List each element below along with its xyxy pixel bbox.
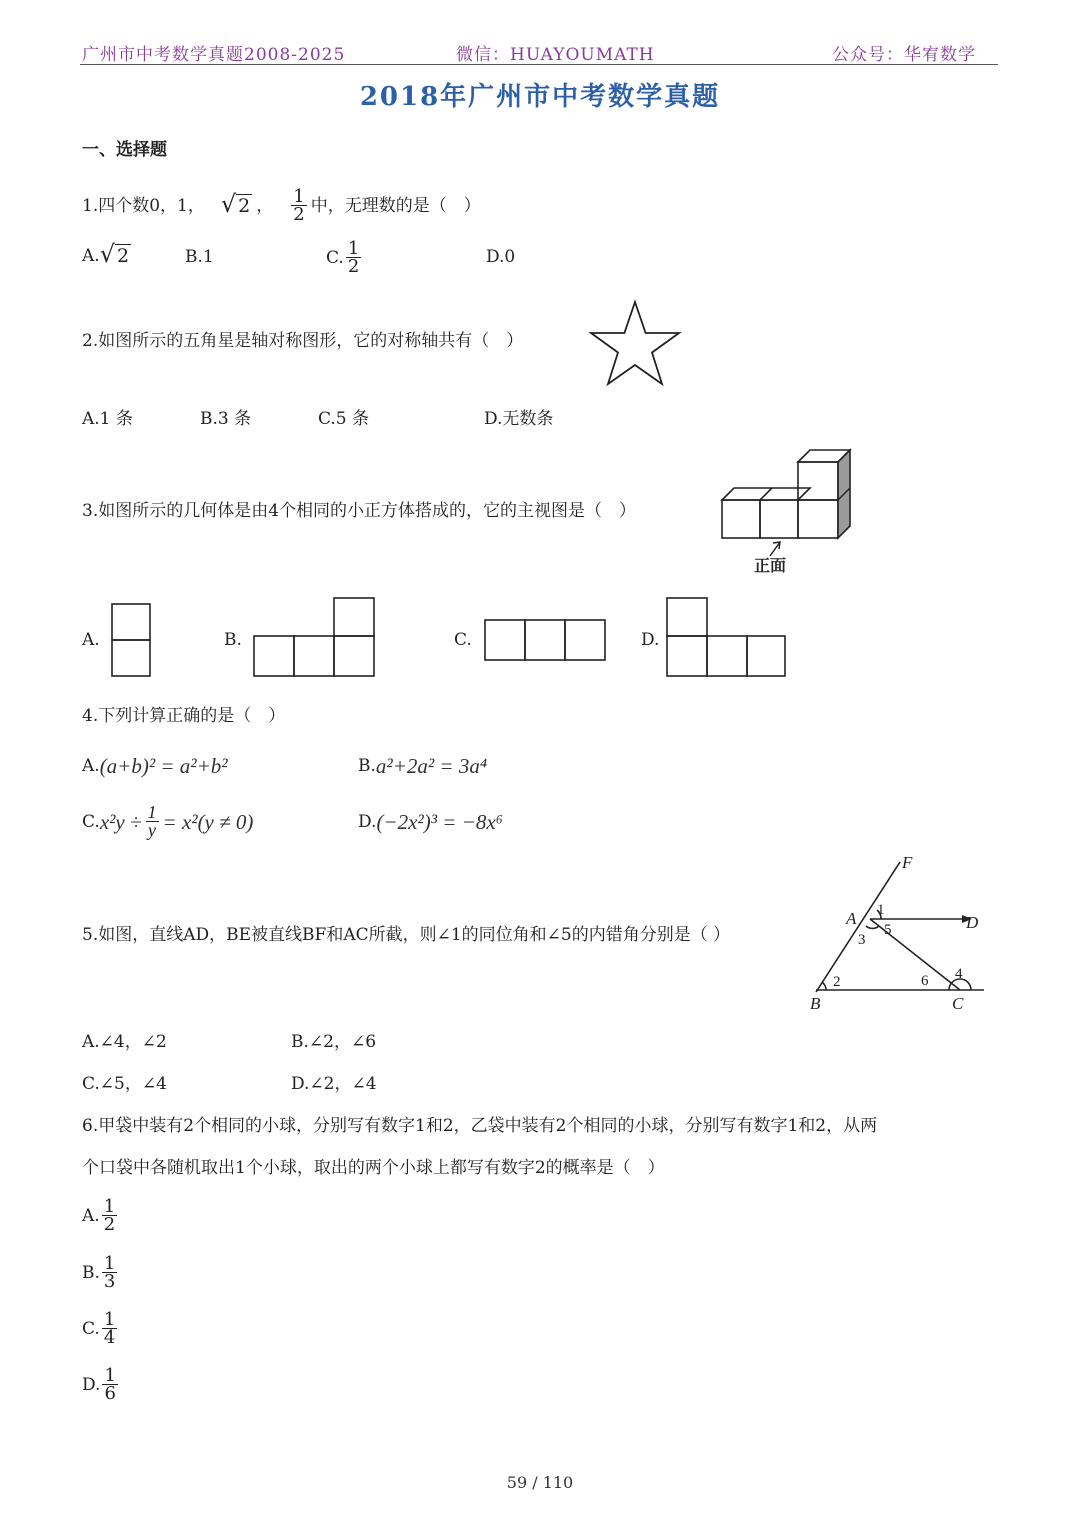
q2-option-c[interactable]: C.5 条 [318,409,370,429]
q3-option-a-figure[interactable] [110,602,152,678]
angle-3-arc [866,926,879,928]
label-angle-6: 6 [921,973,929,989]
q1-option-a-inner: 2 [116,245,130,267]
q1-stem-a: 1.四个数0，1， [82,195,205,216]
q6-option-b-label: B. [82,1262,100,1283]
q6-option-b-num: 1 [103,1253,116,1274]
q6-option-d-label: D. [82,1374,101,1395]
q4-option-d[interactable] [358,812,503,832]
label-angle-3: 3 [858,932,866,948]
label-a: A [846,909,857,928]
q6-option-d[interactable] [82,1367,120,1402]
q6-option-c-num: 1 [103,1309,116,1330]
q6-option-c-frac [102,1311,117,1346]
q3-option-d-figure[interactable] [665,596,789,678]
q4-option-a-math: (a+b)² = a²+b² [99,754,228,778]
q6-option-d-den: 6 [104,1383,116,1404]
q1-option-a-label: A. [82,245,100,266]
q1-frac-num: 1 [293,186,305,207]
page-number: 59 / 110 [506,1473,574,1492]
q1-option-a-sqrt: √ 2 [99,240,130,268]
page-title: 2018年广州市中考数学真题 [359,82,721,112]
label-d: D [966,913,979,932]
q1-sqrt: √ 2 [220,190,251,218]
q4-option-a-label: A. [82,756,100,776]
five-point-star [591,302,679,384]
q1-stem-c: 中，无理数的是（ ） [310,195,481,216]
q1-stem [82,188,481,223]
q1-stem-b: ， [256,195,274,216]
cube-front-3 [798,500,838,538]
cube-front-2 [760,500,798,538]
q1-sqrt-inner: 2 [238,195,251,217]
q1-option-a[interactable] [82,240,131,268]
q6-option-a-num: 1 [103,1196,116,1217]
q2-stem: 2.如图所示的五角星是轴对称图形，它的对称轴共有（ ） [82,331,524,351]
q3-stem: 3.如图所示的几何体是由4个相同的小正方体搭成的，它的主视图是（ ） [82,501,637,521]
q6-option-a-den: 2 [103,1214,116,1235]
cube-solid-figure [718,448,858,578]
q6-option-a[interactable] [82,1198,119,1233]
front-arrow-icon [770,542,780,556]
q4-option-d-math: (−2x²)³ = −8x⁶ [376,810,503,834]
angle-2-arc [822,982,826,990]
header-left: 广州市中考数学真题2008-2025 [82,45,346,65]
label-f: F [902,853,913,872]
q4-option-c[interactable] [82,804,253,839]
label-angle-1: 1 [877,902,885,918]
q6-option-a-label: A. [82,1205,100,1226]
front-view-label: 正面 [754,556,787,575]
q4-option-c-frac-den: y [148,820,157,840]
q6-option-c-label: C. [82,1318,100,1339]
q6-option-c[interactable] [82,1311,119,1346]
q1-fraction [291,188,306,223]
q4-option-c-label: C. [82,811,100,832]
q4-option-c-frac [146,804,159,839]
q4-stem: 4.下列计算正确的是（ ） [82,706,286,726]
q5-geometry-figure [802,852,992,1016]
q6-option-a-frac [102,1198,117,1233]
q5-option-d[interactable]: D.∠2，∠4 [291,1074,377,1094]
q5-option-c[interactable]: C.∠5，∠4 [82,1074,167,1094]
header-right: 公众号：华宥数学 [832,45,976,65]
section-heading: 一、选择题 [82,140,167,160]
q6-option-c-den: 4 [103,1327,116,1348]
header-center: 微信：HUAYOUMATH [456,45,655,65]
q3-option-b-label[interactable]: B. [224,630,242,650]
q3-option-c-label[interactable]: C. [454,630,472,650]
q4-option-b-math: a²+2a² = 3a⁴ [375,754,488,778]
q4-option-a[interactable] [82,756,228,776]
star-figure [588,300,682,388]
q6-option-d-frac [102,1367,117,1402]
label-angle-2: 2 [833,974,841,990]
label-angle-4: 4 [955,966,963,982]
q5-stem: 5.如图，直线AD，BE被直线BF和AC所截，则∠1的同位角和∠5的内错角分别是（ ） [82,925,731,945]
q1-option-c-label: C. [326,247,344,268]
q1-option-b[interactable]: B.1 [185,247,214,267]
q6-option-b-frac [102,1255,117,1290]
q3-option-d-label[interactable]: D. [641,630,660,650]
q6-option-b-den: 3 [103,1271,116,1292]
q1-frac-den: 2 [293,204,305,225]
q1-option-c-frac [346,240,361,275]
q1-option-d[interactable]: D.0 [486,247,516,267]
q6-stem-line1: 6.甲袋中装有2个相同的小球，分别写有数字1和2，乙袋中装有2个相同的小球，分别写有数字1和2，从两 [82,1116,878,1136]
q2-option-b[interactable]: B.3 条 [200,409,252,429]
cube-front-1 [722,500,760,538]
q1-option-c-num: 1 [347,238,360,259]
label-angle-5: 5 [884,922,892,938]
header-divider [80,64,998,65]
q6-option-b[interactable] [82,1255,119,1290]
q2-option-d[interactable]: D.无数条 [484,409,554,429]
q2-option-a[interactable]: A.1 条 [82,409,133,429]
label-c: C [952,994,964,1013]
q4-option-d-label: D. [358,812,377,832]
q6-stem-line2: 个口袋中各随机取出1个小球，取出的两个小球上都写有数字2的概率是（ ） [82,1158,665,1178]
q1-option-c[interactable] [326,240,363,275]
q4-option-c-math-a: x²y ÷ [99,809,142,834]
q5-option-b[interactable]: B.∠2，∠6 [291,1032,377,1052]
q5-option-a[interactable]: A.∠4，∠2 [82,1032,167,1052]
q4-option-c-frac-num: 1 [147,802,157,822]
q4-option-c-math-b: = x²(y ≠ 0) [162,809,254,834]
q3-option-b-figure[interactable] [252,596,378,678]
q6-option-d-num: 1 [104,1365,116,1386]
q1-option-c-den: 2 [347,256,360,277]
q3-option-c-figure[interactable] [483,618,607,662]
q3-option-a-label[interactable]: A. [82,630,100,650]
q4-option-b[interactable] [358,756,487,776]
q4-option-b-label: B. [358,756,376,776]
label-b: B [810,994,821,1013]
